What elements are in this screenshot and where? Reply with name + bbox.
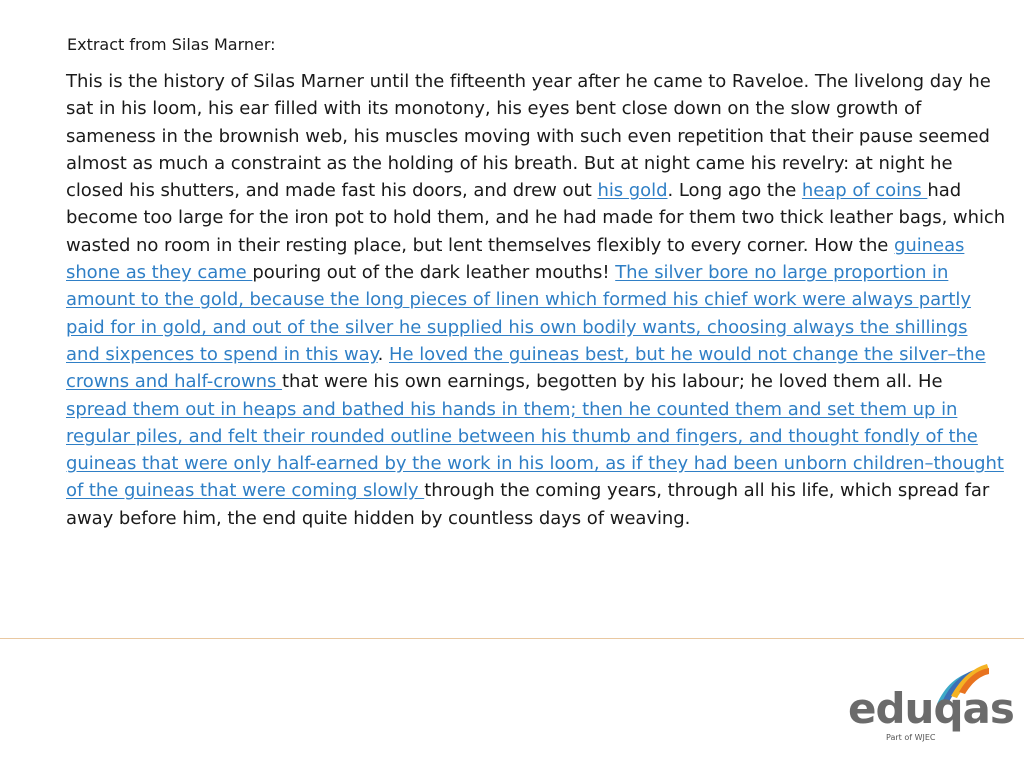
link-guineas-shone[interactable]: guineas shone as they came (66, 234, 965, 284)
link-loved-guineas[interactable]: He loved the guineas best, but he would not change the silver–the crowns and half-crowns (66, 343, 986, 393)
logo-tagline: Part of WJEC (886, 733, 936, 742)
extract-segment: that were his own earnings, begotten by his labour; he loved them all. He (282, 371, 943, 393)
link-heap-of-coins[interactable]: heap of coins (801, 180, 928, 202)
footer-divider (0, 638, 1024, 639)
link-his-gold[interactable]: his gold (597, 180, 668, 202)
extract-segment: pouring out of the dark leather mouths! (252, 262, 616, 284)
extract-segment: . Long ago the (667, 180, 802, 202)
extract-segment: . (377, 343, 390, 365)
link-spread-them-out[interactable]: spread them out in heaps and bathed his hands in them; then he counted them and set them up in regular piles, and felt their rounded outline between his thumb and fingers, and thought fondly of the guineas that were only half-earned by the work in his loom, as if they had been unborn children–thought of the guineas that were coming slowly (66, 398, 1004, 502)
extract-segment: through the coming years, through all his life, which spread far away before him, the end quite hidden by countless days of weaving. (66, 480, 990, 529)
link-silver-bore[interactable]: The silver bore no large proportion in amount to the gold, because the long pieces of linen which formed his chief work were always partly paid for in gold, and out of the silver he supplied his own bodily wants, choosing always the shillings and sixpences to spend in this way (66, 262, 971, 365)
extract-segment: had become too large for the iron pot to hold them, and he had made for them two thick leather bags, which wasted no room in their resting place, but lent themselves flexibly to every corner. How the (66, 180, 1006, 256)
extract-segment: This is the history of Silas Marner until the fifteenth year after he came to Raveloe. The livelong day he sat in his loom, his ear filled with its monotony, his eyes bent close down on the slow growth of sameness in the brownish web, his muscles moving with such even repetition that their pause seemed almost as much a constraint as the holding of his breath. But at night came his revelry: at night he closed his shutters, and made fast his doors, and drew out (66, 71, 991, 202)
logo-wordmark: eduqas (848, 684, 1014, 733)
extract-text (66, 68, 1006, 532)
page-title: Extract from Silas Marner: (67, 35, 276, 54)
eduqas-logo (846, 660, 1014, 750)
